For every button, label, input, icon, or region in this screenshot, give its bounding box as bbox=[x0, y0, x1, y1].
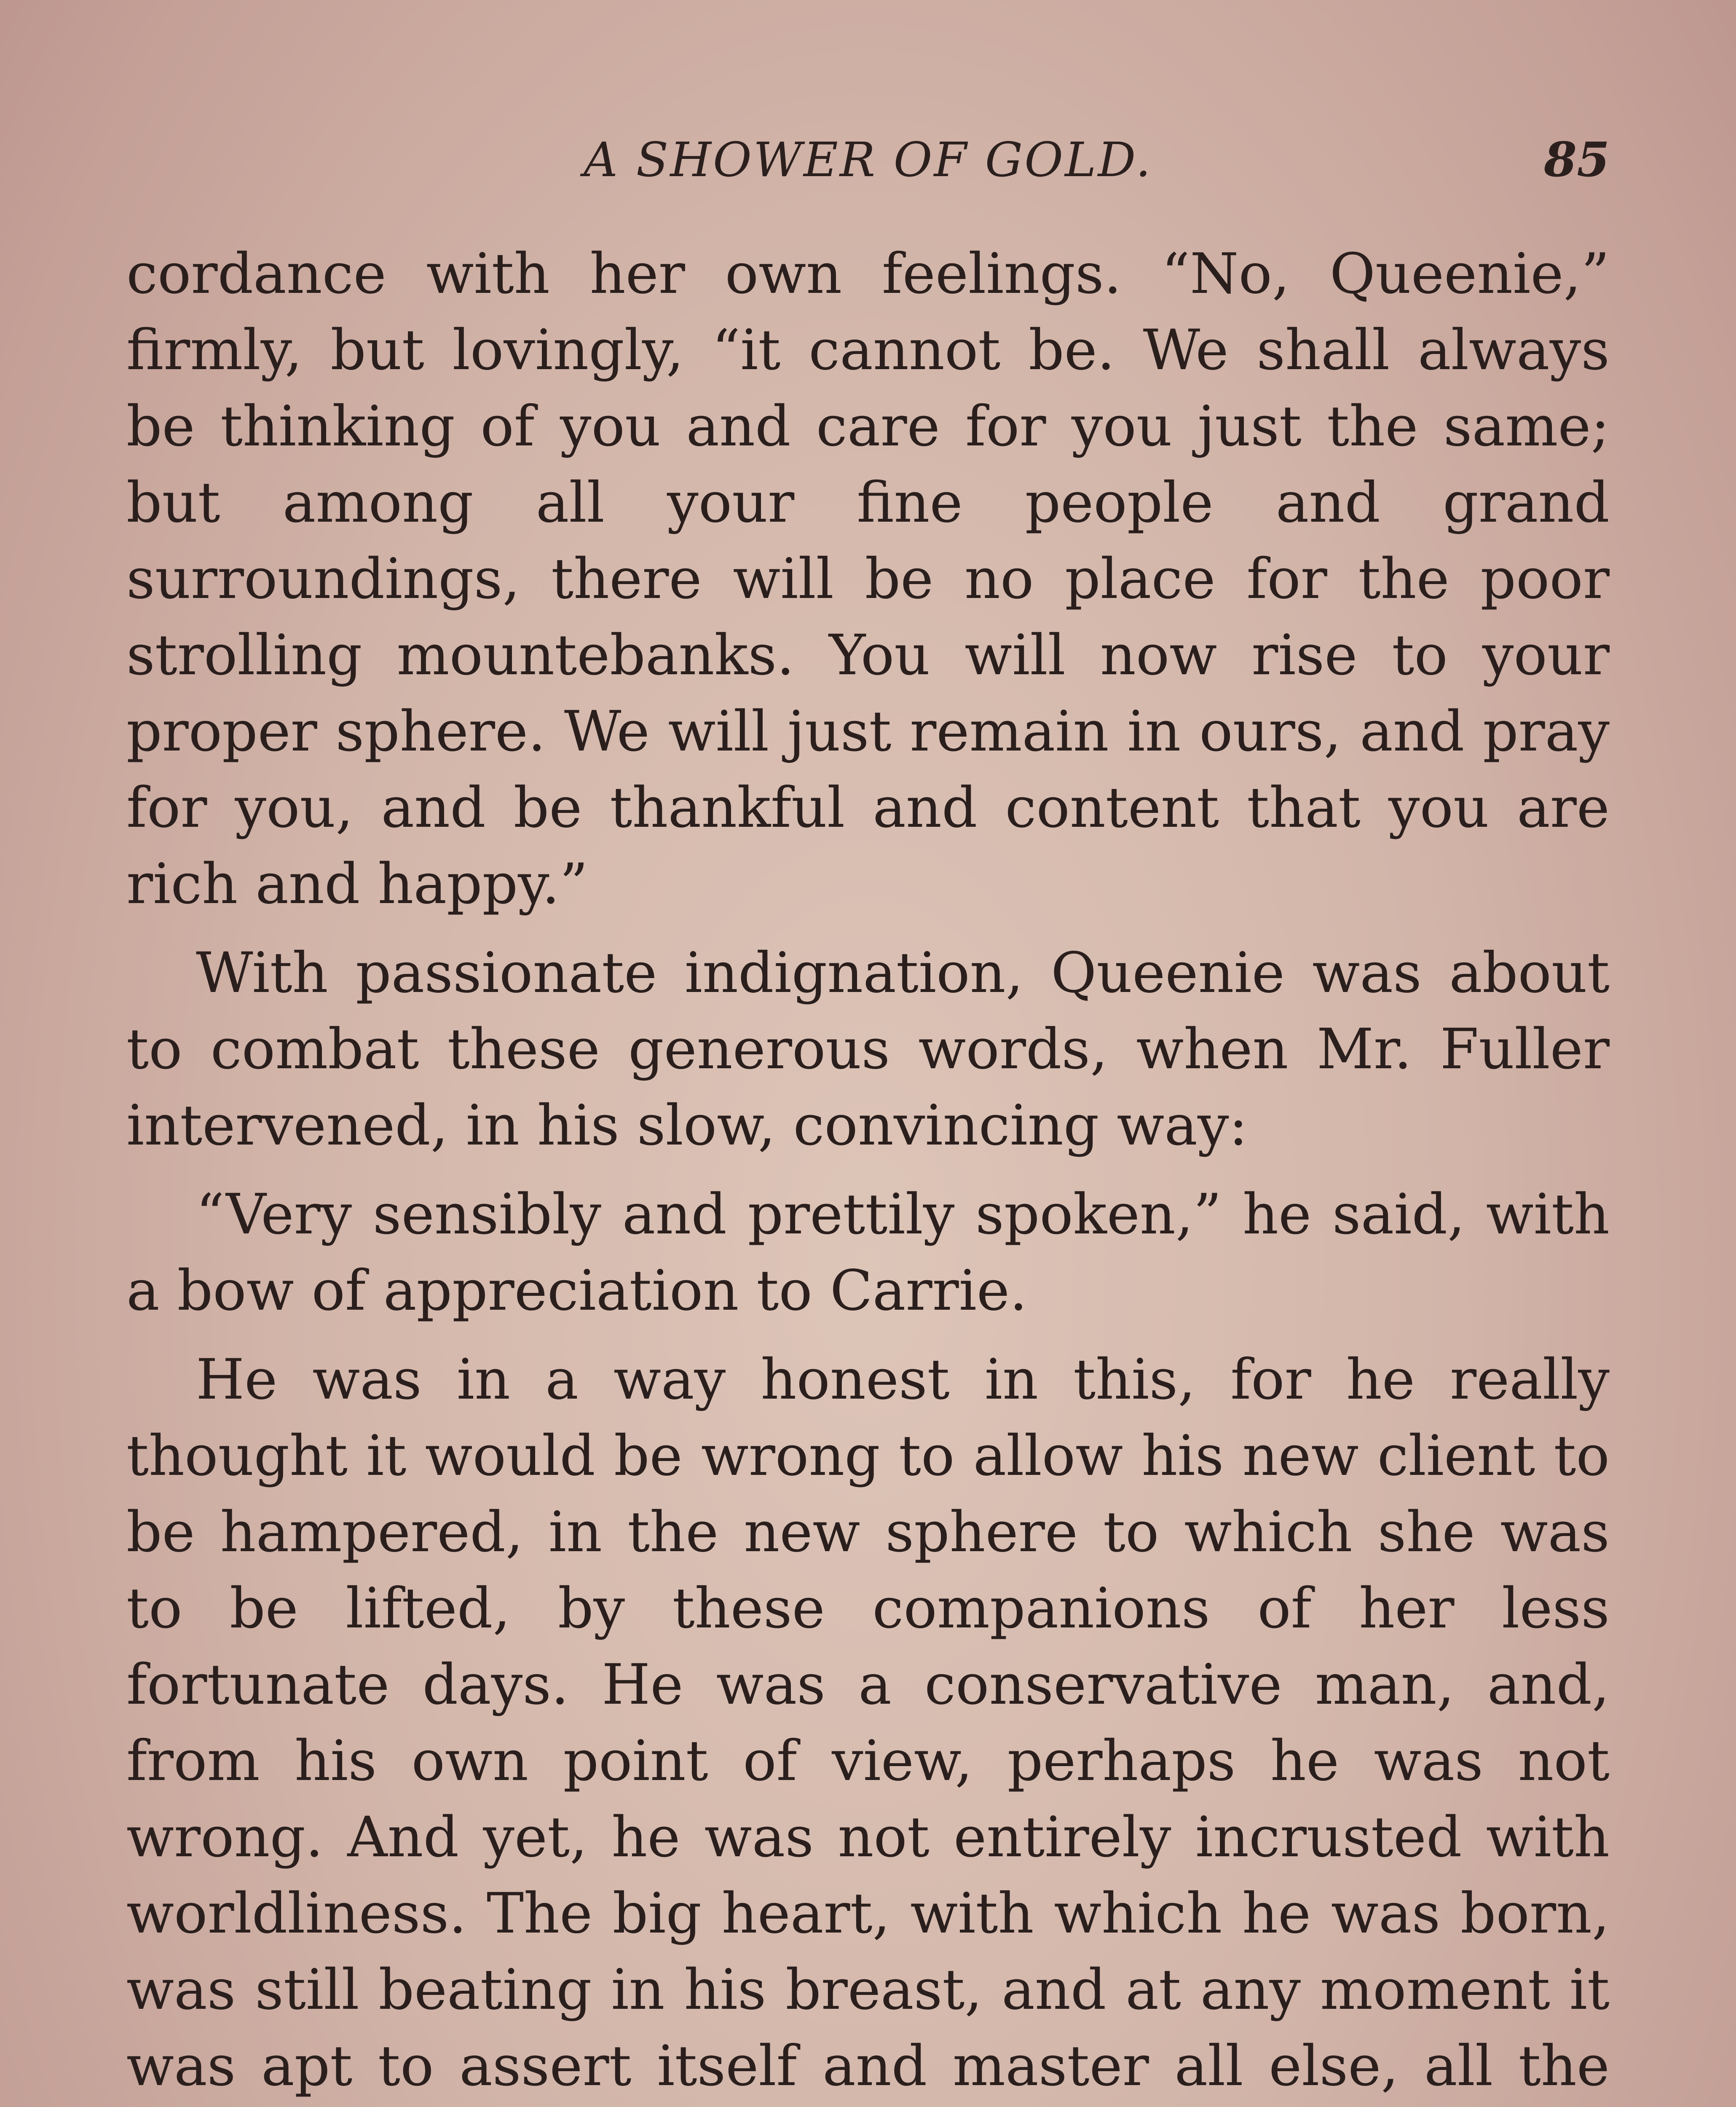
paragraph: With passionate indignation, Queenie was about to combat these generous words, when Mr. Fuller intervened, in his slow, convincing way: bbox=[126, 941, 1610, 1158]
page-number: 85 bbox=[1544, 132, 1610, 188]
paragraph: “Very sensibly and prettily spoken,” he said, with a bow of appreciation to Carrie. bbox=[126, 1182, 1610, 1323]
page-header bbox=[126, 126, 1610, 194]
running-title: A SHOWER OF GOLD. bbox=[584, 133, 1152, 188]
body-text bbox=[126, 236, 1610, 2107]
paragraph-continuation: cordance with her own feelings. “No, Queenie,” firmly, but lovingly, “it cannot be. We shall always be thinking of you and care for you just the same; but among all your fine people and grand surroundings, there will be no place for the poor strolling mountebanks. You will now rise to your proper sphere. We will just remain in ours, and pray for you, and be thankful and content that you are rich and happy.” bbox=[126, 241, 1610, 917]
paragraph: He was in a way honest in this, for he really thought it would be wrong to allow his new client to be hampered, in the new sphere to which she was to be lifted, by these companions of her less fortunate days. He was a conservative man, and, from his own point of view, perhaps he was not wrong. And yet, he was not entirely incrusted with worldliness. The big heart, with which he was born, was still beating in his breast, and at any moment it was apt to assert itself and master all else, all the bbox=[126, 1347, 1610, 2099]
